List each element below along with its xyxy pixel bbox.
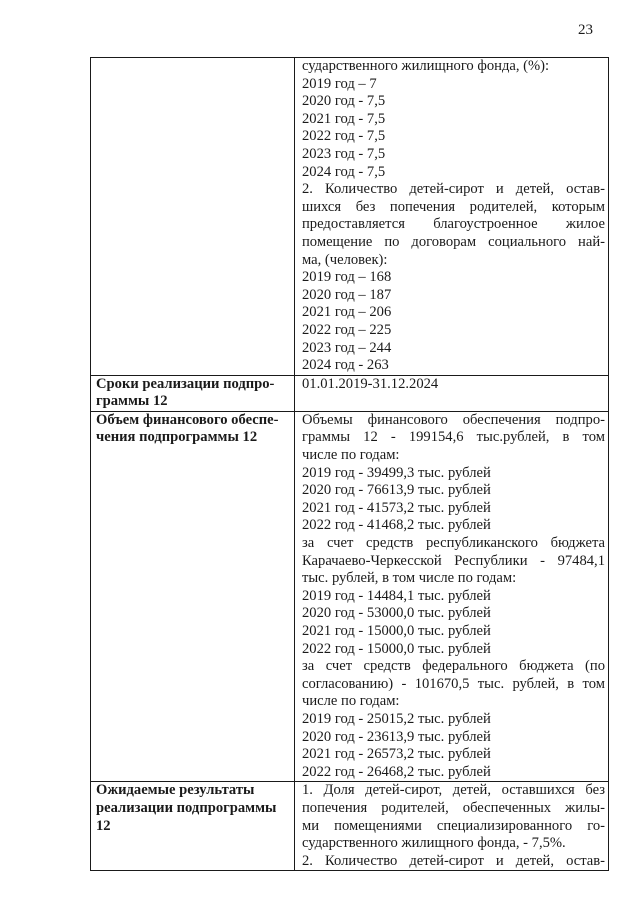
row-value-line: 2021 год - 15000,0 тыс. рублей <box>302 623 491 639</box>
row-implementation-period <box>91 375 609 411</box>
program-passport-table <box>90 57 609 871</box>
row-label-cell <box>91 58 295 376</box>
row-label-line: 12 <box>96 817 111 834</box>
row-label-cell <box>91 411 295 781</box>
row-value-line: 2. Количество детей-сирот и детей, остав- <box>302 181 605 198</box>
row-value-line: 2019 год – 7 <box>302 75 377 92</box>
row-value-line: граммы 12 - 199154,6 тыс.рублей, в том <box>302 429 605 446</box>
row-value-line: 2020 год – 187 <box>302 286 392 303</box>
row-value-line: предоставляется благоустроенное жилое <box>302 216 605 233</box>
row-value-line: 2022 год – 225 <box>302 321 392 338</box>
row-value-line: 2023 год - 7,5 <box>302 145 386 162</box>
row-financing-volume <box>91 411 609 781</box>
row-label-line: Объем финансового обеспе- <box>96 411 279 428</box>
row-value-line: 2020 год - 53000,0 тыс. рублей <box>302 605 491 622</box>
row-value-line: 01.01.2019-31.12.2024 <box>302 375 439 392</box>
table-body <box>91 58 609 871</box>
row-value-line: тыс. рублей, в том числе по годам: <box>302 570 517 587</box>
row-value-line: 2021 год - 41573,2 тыс. рублей <box>302 499 491 516</box>
row-value-line: 2019 год - 14484,1 тыс. рублей <box>302 587 491 604</box>
row-value-line: согласованию) - 101670,5 тыс. рублей, в том <box>302 675 605 692</box>
row-value-line: шихся без попечения родителей, которым <box>302 198 605 215</box>
row-value-line: 2. Количество детей-сирот и детей, остав- <box>302 852 605 869</box>
row-value-line: 2020 год - 7,5 <box>302 93 386 110</box>
row-value-line: ми помещениями специализированного го- <box>302 817 605 834</box>
row-value-line: 2020 год - 23613,9 тыс. рублей <box>302 728 491 745</box>
row-value-line: числе по годам: <box>302 447 400 464</box>
row-value-line: за счет средств федерального бюджета (по <box>302 658 605 675</box>
row-expected-results <box>91 782 609 871</box>
row-value-line: 2019 год - 25015,2 тыс. рублей <box>302 710 491 727</box>
row-value-line: 1. Доля детей-сирот, детей, оставшихся без <box>302 782 605 799</box>
row-value-cell <box>295 58 609 376</box>
row-value-line: 2021 год - 26573,2 тыс. рублей <box>302 746 491 763</box>
row-value-line: 2019 год – 168 <box>302 269 392 286</box>
row-value-line: Карачаево-Черкесской Республики - 97484,1 <box>302 552 605 569</box>
row-value-line: помещение по договорам социального най- <box>302 233 605 250</box>
page-number: 23 <box>578 22 593 38</box>
row-value-cell <box>295 782 609 871</box>
row-value-line: 2022 год - 26468,2 тыс. рублей <box>302 763 491 780</box>
row-label-cell <box>91 782 295 871</box>
row-label-cell <box>91 375 295 411</box>
row-label-line: Сроки реализации подпро- <box>96 375 275 392</box>
row-value-line: 2023 год – 244 <box>302 339 392 356</box>
row-value-line: ма, (человек): <box>302 251 388 268</box>
row-value-line: 2024 год - 7,5 <box>302 163 386 180</box>
row-value-line: 2024 год - 263 <box>302 357 389 374</box>
row-value-line: 2021 год - 7,5 <box>302 110 386 127</box>
row-label-line: реализации подпрограммы <box>96 799 277 816</box>
row-value-line: сударственного жилищного фонда, - 7,5%. <box>302 835 566 852</box>
row-label-line: Ожидаемые результаты <box>96 782 255 799</box>
row-value-cell <box>295 375 609 411</box>
row-value-line: 2022 год - 41468,2 тыс. рублей <box>302 517 491 534</box>
row-label-line: граммы 12 <box>96 393 168 410</box>
row-value-line: 2019 год - 39499,3 тыс. рублей <box>302 464 491 481</box>
row-value-line: 2022 год - 15000,0 тыс. рублей <box>302 640 491 657</box>
row-value-line: за счет средств республиканского бюджета <box>302 535 605 552</box>
row-value-line: 2020 год - 76613,9 тыс. рублей <box>302 482 491 499</box>
row-value-line: числе по годам: <box>302 693 400 710</box>
row-value-line: 2022 год - 7,5 <box>302 128 386 145</box>
row-label-line: чения подпрограммы 12 <box>96 429 258 446</box>
row-value-line: 2021 год – 206 <box>302 304 392 321</box>
row-value-cell <box>295 411 609 781</box>
row-value-line: Объемы финансового обеспечения подпро- <box>302 411 605 428</box>
row-indicators-continued <box>91 58 609 376</box>
row-value-line: попечения родителей, обеспеченных жилы- <box>302 799 605 816</box>
row-value-line: сударственного жилищного фонда, (%): <box>302 58 550 74</box>
